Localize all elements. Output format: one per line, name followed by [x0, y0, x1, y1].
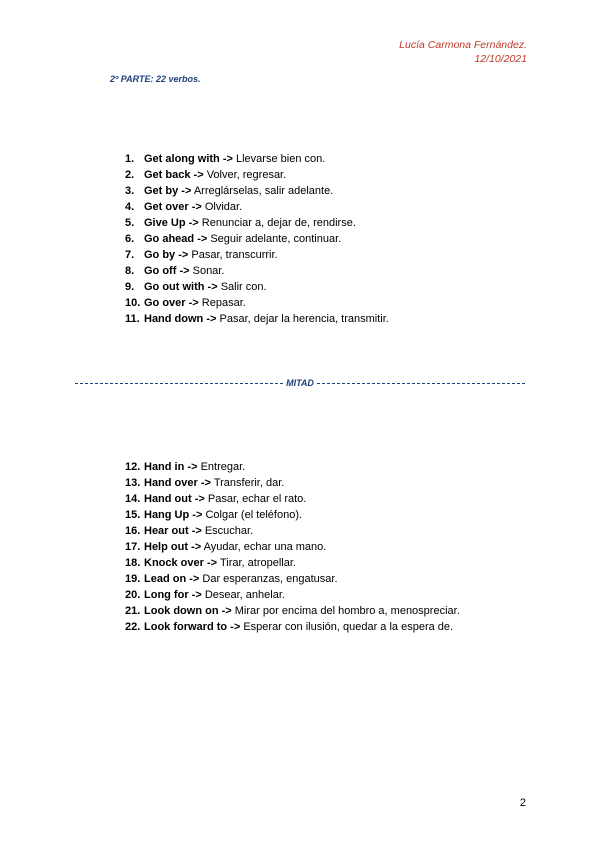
- arrow: ->: [188, 297, 199, 309]
- phrasal-verb: Hand out: [144, 493, 192, 505]
- verb-meaning: Salir con.: [220, 281, 267, 293]
- item-number: 7.: [125, 249, 135, 261]
- phrasal-verb: Hang Up: [144, 509, 190, 521]
- divider-line-left: [75, 383, 283, 384]
- item-number: 8.: [125, 265, 135, 277]
- verb-list-first-half: [125, 151, 389, 327]
- arrow: ->: [200, 477, 211, 489]
- divider-label: MITAD: [286, 378, 314, 388]
- item-number: 5.: [125, 217, 135, 229]
- verb-meaning: Entregar.: [200, 461, 246, 473]
- item-number: 20.: [125, 589, 141, 601]
- phrasal-verb: Long for: [144, 589, 189, 601]
- phrasal-verb: Go by: [144, 249, 176, 261]
- phrasal-verb: Get along with: [144, 153, 220, 165]
- phrasal-verb: Go ahead: [144, 233, 195, 245]
- verb-list-item: [125, 555, 460, 571]
- arrow: ->: [221, 605, 232, 617]
- arrow: ->: [197, 233, 208, 245]
- verb-list-item: [125, 571, 460, 587]
- author-name: Lucía Carmona Fernández.: [399, 39, 527, 51]
- arrow: ->: [178, 249, 189, 261]
- verb-list-second-half: [125, 459, 460, 635]
- item-number: 9.: [125, 281, 135, 293]
- phrasal-verb: Look down on: [144, 605, 219, 617]
- verb-meaning: Pasar, transcurrir.: [191, 249, 278, 261]
- arrow: ->: [191, 589, 202, 601]
- verb-list-item: [125, 491, 460, 507]
- verb-meaning: Tirar, atropellar.: [219, 557, 296, 569]
- verb-list-item: [125, 151, 389, 167]
- verb-meaning: Colgar (el teléfono).: [205, 509, 303, 521]
- verb-list-item: [125, 619, 460, 635]
- arrow: ->: [189, 573, 200, 585]
- phrasal-verb: Hand over: [144, 477, 198, 489]
- page-number: 2: [519, 797, 526, 809]
- verb-list-item: [125, 215, 389, 231]
- verb-meaning: Sonar.: [192, 265, 225, 277]
- item-number: 17.: [125, 541, 141, 553]
- arrow: ->: [181, 185, 192, 197]
- verb-list-item: [125, 295, 389, 311]
- verb-list-item: [125, 587, 460, 603]
- item-number: 2.: [125, 169, 135, 181]
- arrow: ->: [191, 541, 202, 553]
- phrasal-verb: Go out with: [144, 281, 205, 293]
- verb-meaning: Dar esperanzas, engatusar.: [202, 573, 338, 585]
- arrow: ->: [179, 265, 190, 277]
- phrasal-verb: Get over: [144, 201, 189, 213]
- verb-meaning: Arreglárselas, salir adelante.: [193, 185, 334, 197]
- arrow: ->: [194, 493, 205, 505]
- verb-meaning: Desear, anhelar.: [204, 589, 285, 601]
- verb-list-item: [125, 167, 389, 183]
- divider-line-right: [317, 383, 525, 384]
- arrow: ->: [192, 509, 203, 521]
- phrasal-verb: Help out: [144, 541, 188, 553]
- verb-list-item: [125, 459, 460, 475]
- phrasal-verb: Hand down: [144, 313, 204, 325]
- verb-list-item: [125, 263, 389, 279]
- section-divider: [75, 378, 525, 388]
- arrow: ->: [206, 557, 218, 569]
- verb-meaning: Esperar con ilusión, quedar a la espera de.: [243, 621, 454, 633]
- arrow: ->: [191, 525, 202, 537]
- item-number: 6.: [125, 233, 135, 245]
- verb-meaning: Pasar, dejar la herencia, transmitir.: [219, 313, 389, 325]
- arrow: ->: [230, 621, 241, 633]
- arrow: ->: [187, 461, 198, 473]
- document-date: 12/10/2021: [474, 53, 527, 65]
- item-number: 10.: [125, 297, 141, 309]
- item-number: 16.: [125, 525, 141, 537]
- phrasal-verb: Get back: [144, 169, 191, 181]
- phrasal-verb: Go off: [144, 265, 177, 277]
- verb-list-item: [125, 199, 389, 215]
- item-number: 15.: [125, 509, 141, 521]
- verb-list-item: [125, 507, 460, 523]
- document-header: [399, 38, 527, 66]
- verb-meaning: Olvidar.: [204, 201, 243, 213]
- arrow: ->: [188, 217, 199, 229]
- item-number: 18.: [125, 557, 141, 569]
- verb-list-item: [125, 475, 460, 491]
- item-number: 14.: [125, 493, 141, 505]
- verb-list-item: [125, 523, 460, 539]
- phrasal-verb: Knock over: [144, 557, 204, 569]
- item-number: 12.: [125, 461, 141, 473]
- phrasal-verb: Get by: [144, 185, 179, 197]
- item-number: 4.: [125, 201, 135, 213]
- verb-list-item: [125, 603, 460, 619]
- phrasal-verb: Hand in: [144, 461, 185, 473]
- verb-meaning: Mirar por encima del hombro a, menospreciar.: [234, 605, 460, 617]
- phrasal-verb: Go over: [144, 297, 186, 309]
- verb-meaning: Pasar, echar el rato.: [207, 493, 307, 505]
- arrow: ->: [207, 281, 218, 293]
- phrasal-verb: Look forward to: [144, 621, 228, 633]
- verb-meaning: Escuchar.: [204, 525, 254, 537]
- item-number: 1.: [125, 153, 135, 165]
- item-number: 21.: [125, 605, 141, 617]
- item-number: 3.: [125, 185, 135, 197]
- verb-list-item: [125, 311, 389, 327]
- verb-list-item: [125, 231, 389, 247]
- item-number: 19.: [125, 573, 141, 585]
- verb-meaning: Renunciar a, dejar de, rendirse.: [201, 217, 356, 229]
- verb-meaning: Seguir adelante, continuar.: [210, 233, 342, 245]
- phrasal-verb: Give Up: [144, 217, 186, 229]
- verb-list-item: [125, 539, 460, 555]
- verb-list-item: [125, 279, 389, 295]
- verb-meaning: Llevarse bien con.: [236, 153, 326, 165]
- phrasal-verb: Lead on: [144, 573, 187, 585]
- verb-meaning: Repasar.: [201, 297, 246, 309]
- arrow: ->: [191, 201, 202, 213]
- item-number: 11.: [125, 313, 140, 325]
- item-number: 22.: [125, 621, 141, 633]
- arrow: ->: [193, 169, 204, 181]
- item-number: 13.: [125, 477, 141, 489]
- part-title: 2º PARTE: 22 verbos.: [110, 74, 201, 84]
- arrow: ->: [206, 313, 217, 325]
- verb-meaning: Ayudar, echar una mano.: [203, 541, 327, 553]
- verb-meaning: Transferir, dar.: [213, 477, 285, 489]
- verb-list-item: [125, 183, 389, 199]
- phrasal-verb: Hear out: [144, 525, 189, 537]
- arrow: ->: [222, 153, 233, 165]
- verb-list-item: [125, 247, 389, 263]
- verb-meaning: Volver, regresar.: [206, 169, 287, 181]
